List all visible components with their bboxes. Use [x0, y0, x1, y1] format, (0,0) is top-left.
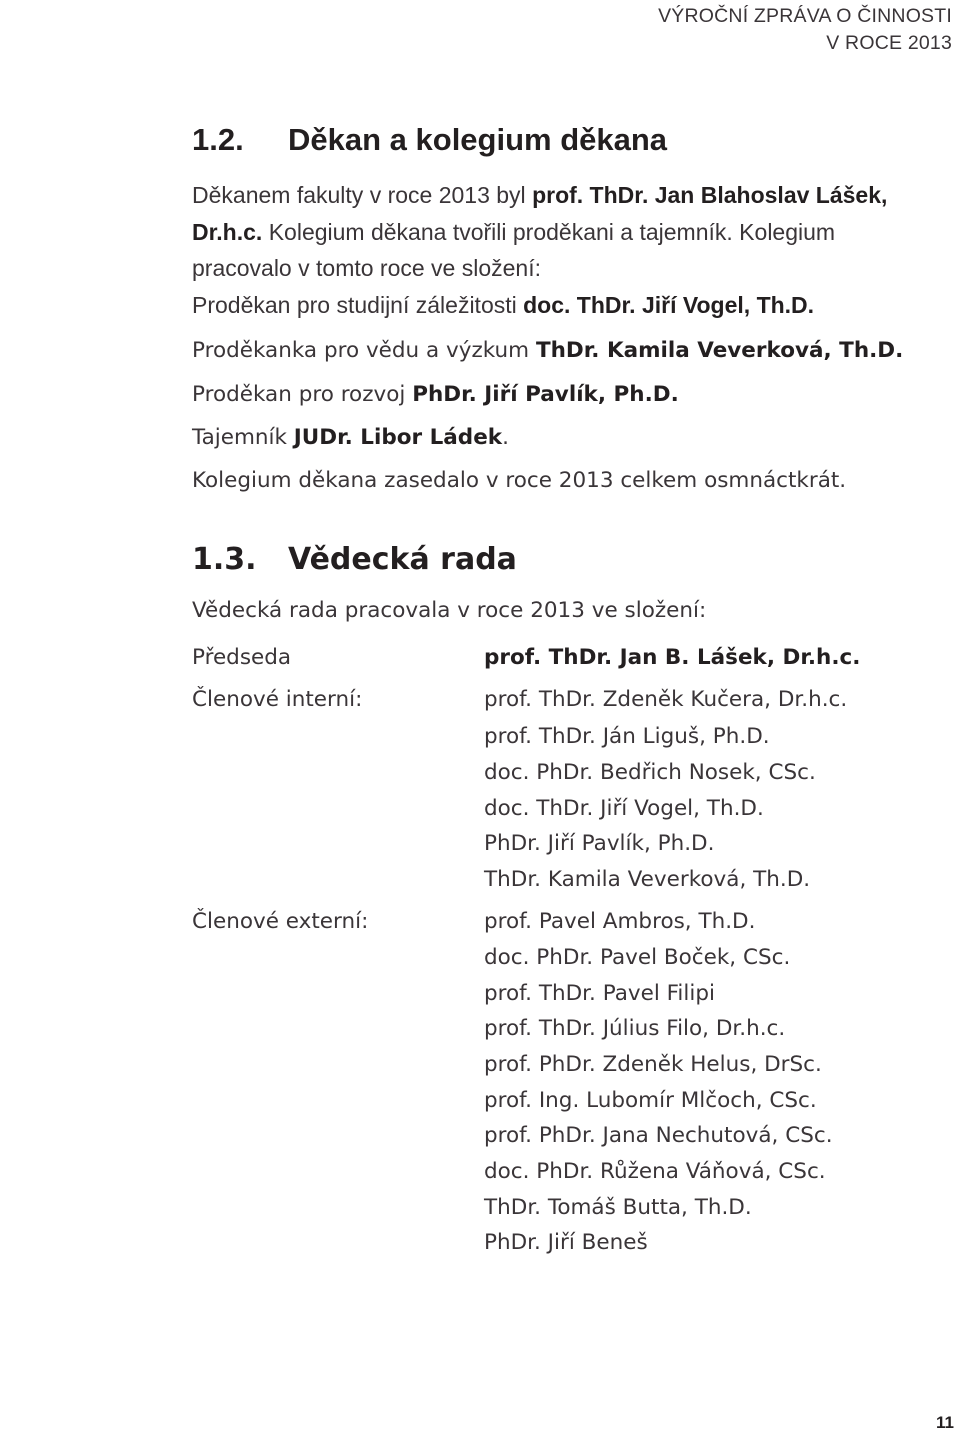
internal-member: doc. PhDr. Bedřich Nosek, CSc. [484, 760, 816, 785]
running-header [658, 3, 952, 57]
collegium-member-line [192, 382, 679, 407]
external-member: doc. PhDr. Pavel Boček, CSc. [484, 945, 791, 970]
member-role: Proděkanka pro vědu a výzkum [192, 338, 536, 363]
external-member: doc. PhDr. Růžena Váňová, CSc. [484, 1159, 826, 1184]
internal-members-label: Členové interní: [192, 687, 363, 712]
section-1-2-title: Děkan a kolegium děkana [288, 122, 668, 157]
scientific-board-intro: Vědecká rada pracovala v roce 2013 ve složení: [192, 598, 707, 623]
external-member: prof. PhDr. Zdeněk Helus, DrSc. [484, 1052, 822, 1077]
collegium-text: Kolegium děkana tvořili proděkani a tajemník. Kolegium pracovalo v tomto roce ve složení: [192, 218, 836, 281]
dean-intro-paragraph [192, 177, 932, 287]
internal-member: doc. ThDr. Jiří Vogel, Th.D. [484, 796, 764, 821]
internal-member: prof. ThDr. Zdeněk Kučera, Dr.h.c. [484, 687, 848, 712]
member-suffix: . [502, 425, 509, 450]
member-role: Proděkan pro studijní záležitosti [192, 292, 524, 318]
external-member: prof. Ing. Lubomír Mlčoch, CSc. [484, 1088, 817, 1113]
external-member: prof. Pavel Ambros, Th.D. [484, 909, 756, 934]
member-name: PhDr. Jiří Pavlík, Ph.D. [412, 382, 679, 407]
member-role: Proděkan pro rozvoj [192, 382, 413, 407]
member-name: doc. ThDr. Jiří Vogel, Th.D. [523, 292, 815, 318]
running-header-line1: VÝROČNÍ ZPRÁVA O ČINNOSTI [658, 5, 952, 27]
dean-intro-text: Děkanem fakulty v roce 2013 byl [192, 182, 533, 208]
dean-name: prof. ThDr. Jan Blahoslav Lášek, Dr.h.c. [192, 182, 888, 245]
member-role: Tajemník [192, 425, 294, 450]
section-1-2-heading [192, 120, 667, 160]
collegium-member-line [192, 338, 903, 363]
section-1-3-title: Vědecká rada [288, 542, 517, 577]
internal-member: PhDr. Jiří Pavlík, Ph.D. [484, 831, 715, 856]
internal-member: ThDr. Kamila Veverková, Th.D. [484, 867, 811, 892]
external-member: prof. ThDr. Pavel Filipi [484, 981, 715, 1006]
page-number: 11 [936, 1413, 954, 1432]
internal-member: prof. ThDr. Ján Liguš, Ph.D. [484, 724, 770, 749]
section-1-3-number: 1.3. [192, 542, 257, 577]
external-member: prof. ThDr. Július Filo, Dr.h.c. [484, 1016, 786, 1041]
external-member: ThDr. Tomáš Butta, Th.D. [484, 1195, 752, 1220]
section-1-2-number: 1.2. [192, 122, 244, 157]
collegium-member-line [192, 292, 814, 319]
chair-name: prof. ThDr. Jan B. Lášek, Dr.h.c. [484, 645, 861, 670]
member-name: ThDr. Kamila Veverková, Th.D. [535, 338, 904, 363]
member-name: JUDr. Libor Ládek [293, 425, 503, 450]
section-1-3-heading [192, 540, 517, 580]
external-members-label: Členové externí: [192, 909, 369, 934]
collegium-member-line [192, 425, 509, 450]
running-header-line2: V ROCE 2013 [826, 32, 952, 54]
external-member: prof. PhDr. Jana Nechutová, CSc. [484, 1123, 833, 1148]
external-member: PhDr. Jiří Beneš [484, 1230, 648, 1255]
chair-label: Předseda [192, 645, 292, 670]
collegium-meetings-text: Kolegium děkana zasedalo v roce 2013 celkem osmnáctkrát. [192, 468, 847, 493]
